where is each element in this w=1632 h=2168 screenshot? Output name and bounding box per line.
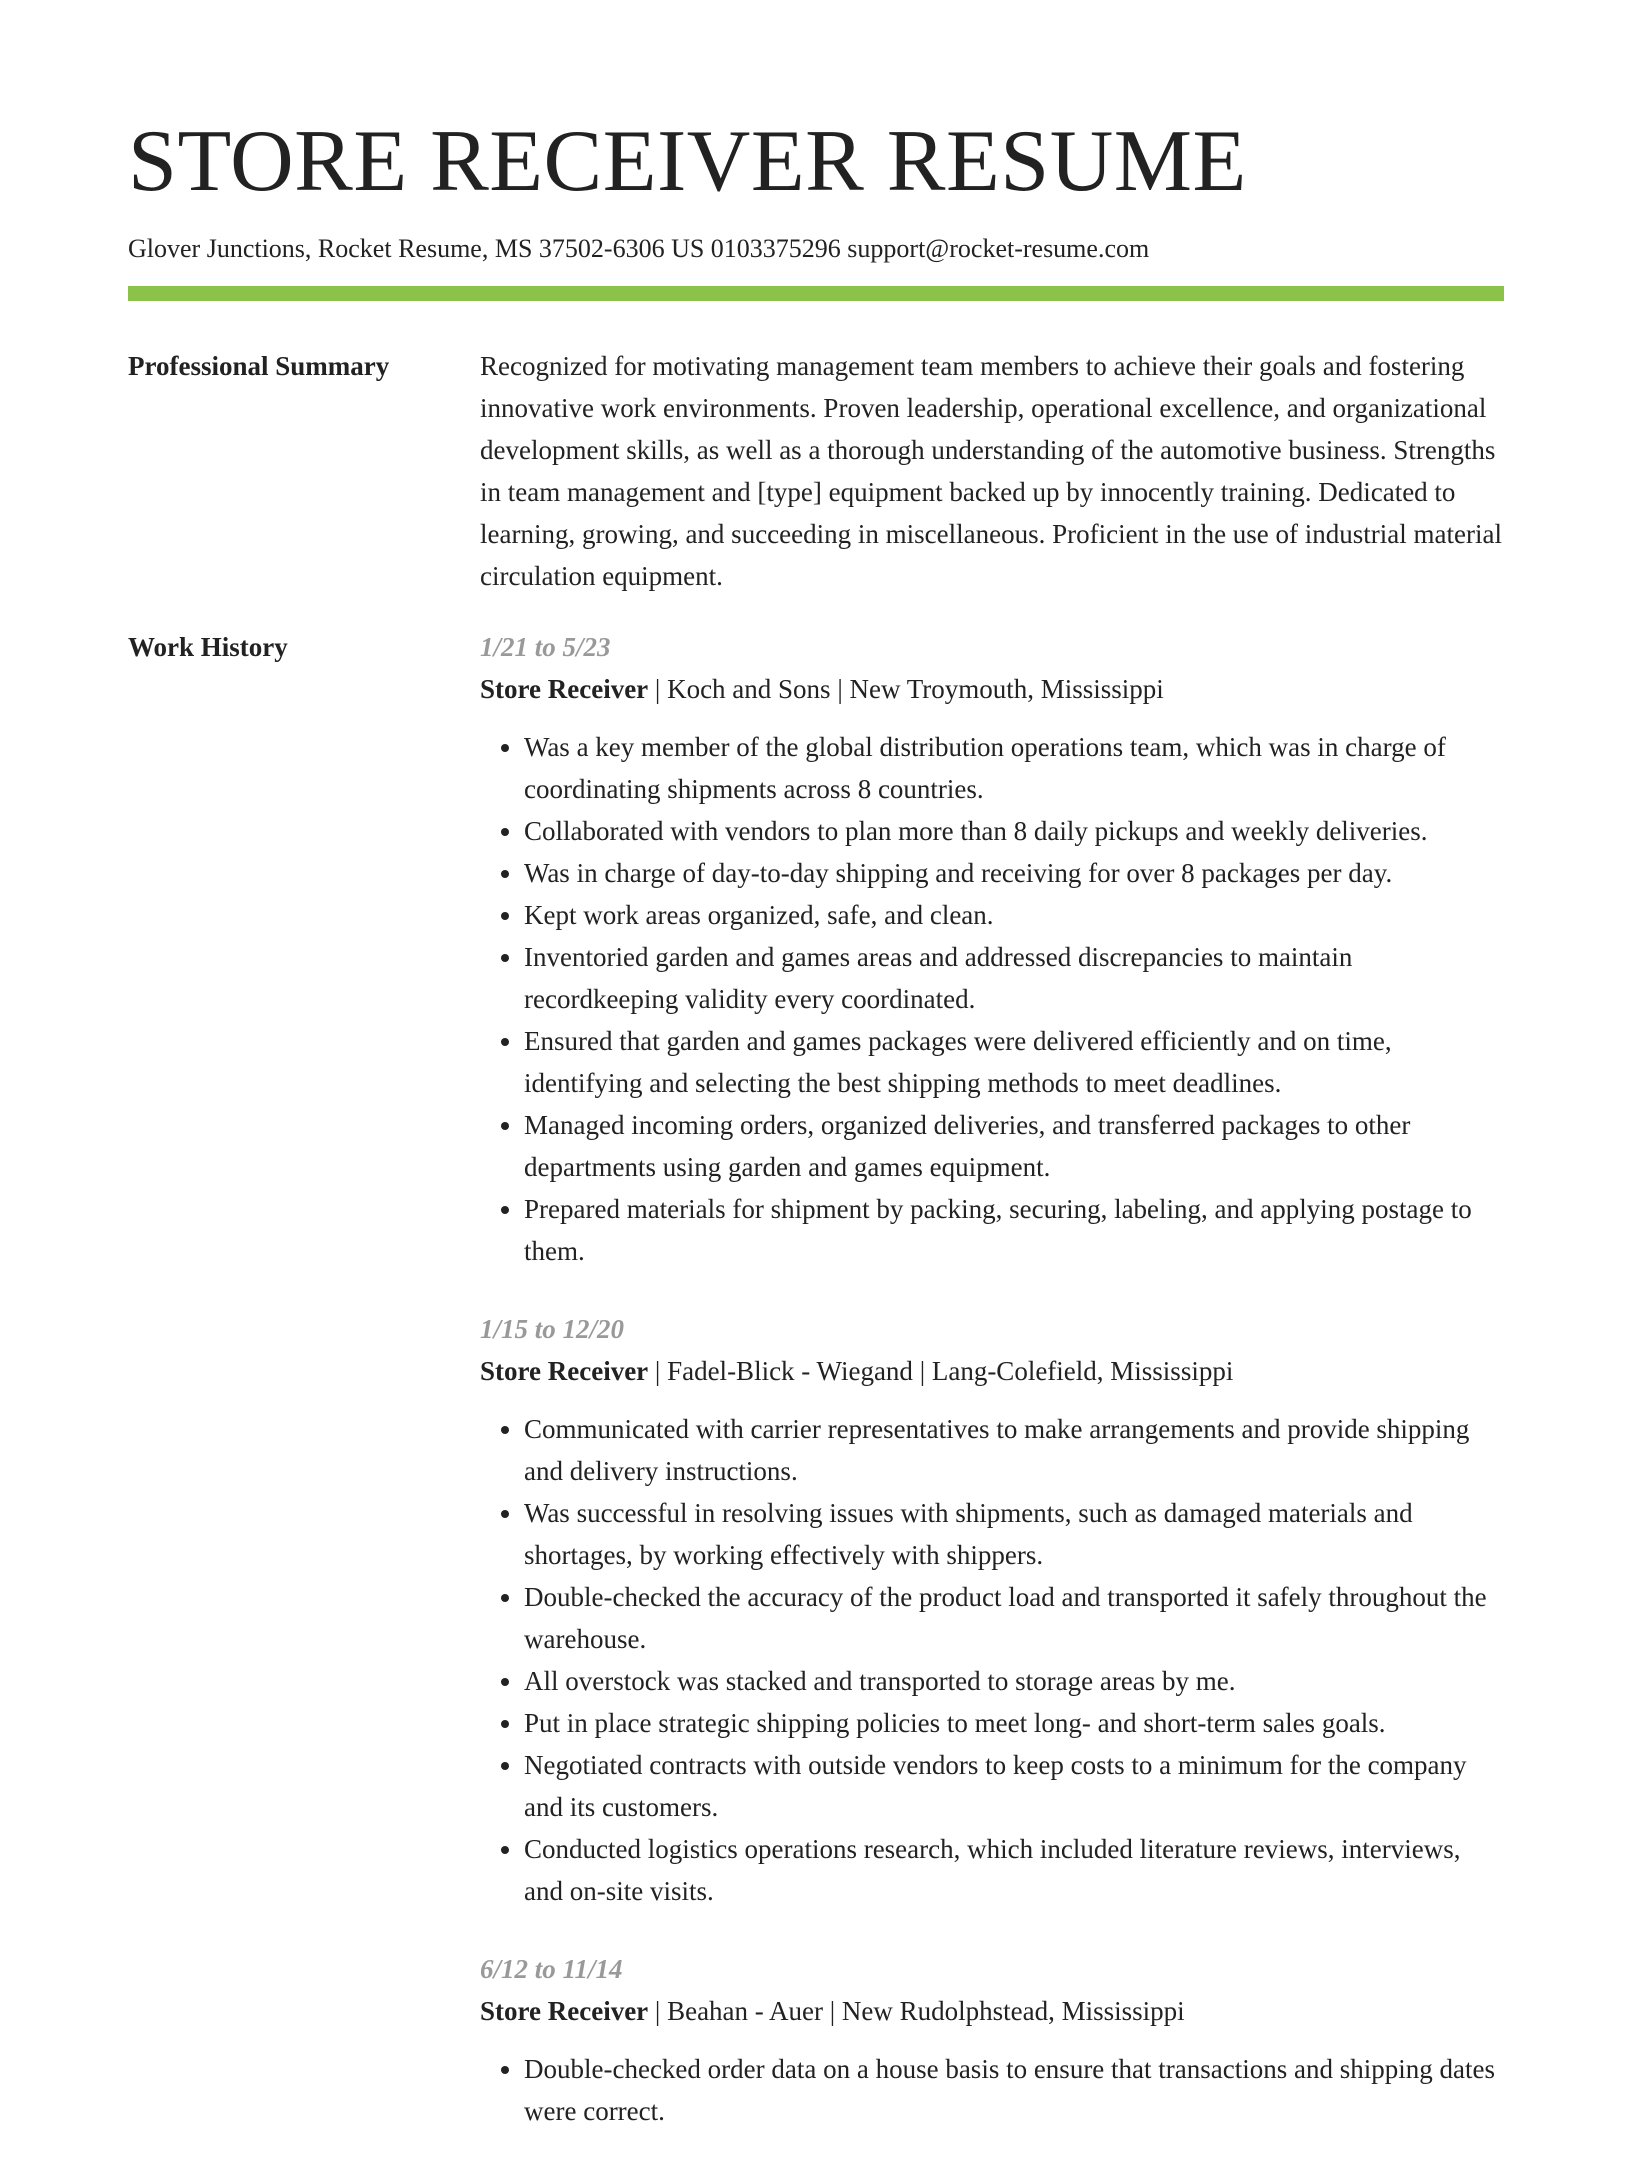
job-heading [480,668,1504,710]
job-title: Store Receiver [480,1356,649,1386]
job-company: Fadel-Blick - Wiegand [667,1356,913,1386]
job-bullet-list [480,2048,1504,2132]
job-separator: | [823,1996,842,2026]
job-location: New Troymouth, Mississippi [849,674,1164,704]
job-company: Koch and Sons [667,674,831,704]
job-heading [480,1350,1504,1392]
job-bullet: • Double-checked order data on a house basis to ensure that transactions and shipping dates were correct. [524,2048,1504,2132]
job-location: New Rudolphstead, Mississippi [841,1996,1185,2026]
job-separator: | [912,1356,932,1386]
job-location: Lang-Colefield, Mississippi [931,1356,1234,1386]
job-dates: 6/12 to 11/14 [480,1954,623,1984]
job-entry [480,1308,1504,1912]
job-separator: | [830,674,850,704]
job-bullet: • Ensured that garden and games packages were delivered efficiently and on time, identifying and selecting the best shipping methods to meet deadlines. [524,1020,1504,1104]
job-separator: | [648,674,668,704]
contact-info: Glover Junctions, Rocket Resume, MS 37502-6306 US 0103375296 support@rocket-resume.com [128,234,1150,263]
job-dates: 1/21 to 5/23 [480,632,611,662]
job-bullet: • Kept work areas organized, safe, and clean. [524,894,1504,936]
job-bullet: • Conducted logistics operations research, which included literature reviews, interviews, and on-site visits. [524,1828,1504,1912]
work-history-body [480,626,1504,2168]
job-bullet: • Was successful in resolving issues with shipments, such as damaged materials and shortages, by working effectively with shippers. [524,1492,1504,1576]
job-dates: 1/15 to 12/20 [480,1314,625,1344]
accent-divider [128,286,1504,301]
job-heading [480,1990,1504,2032]
job-title: Store Receiver [480,1996,649,2026]
job-bullet: • Put in place strategic shipping policies to meet long- and short-term sales goals. [524,1702,1504,1744]
section-label-professional-summary: Professional Summary [128,351,390,381]
section-label-work-history: Work History [128,632,288,662]
job-separator: | [648,1356,668,1386]
job-bullet: • Inventoried garden and games areas and addressed discrepancies to maintain recordkeeping validity every coordinated. [524,936,1504,1020]
job-bullet: • Communicated with carrier representatives to make arrangements and provide shipping and delivery instructions. [524,1408,1504,1492]
job-bullet: • Negotiated contracts with outside vendors to keep costs to a minimum for the company and its customers. [524,1744,1504,1828]
job-company: Beahan - Auer [667,1996,824,2026]
job-bullet-list [480,726,1504,1272]
job-bullet: • Double-checked the accuracy of the product load and transported it safely throughout the warehouse. [524,1576,1504,1660]
job-separator: | [648,1996,668,2026]
job-bullet: • All overstock was stacked and transported to storage areas by me. [524,1660,1504,1702]
job-bullet: • Collaborated with vendors to plan more than 8 daily pickups and weekly deliveries. [524,810,1504,852]
resume-title: STORE RECEIVER RESUME [128,113,1247,210]
job-bullet: • Was in charge of day-to-day shipping and receiving for over 8 packages per day. [524,852,1504,894]
job-bullet: • Prepared materials for shipment by packing, securing, labeling, and applying postage to them. [524,1188,1504,1272]
job-entry [480,1948,1504,2132]
job-title: Store Receiver [480,674,649,704]
summary-body [480,345,1504,597]
job-entry [480,626,1504,1272]
job-bullet-list [480,1408,1504,1912]
job-bullet: • Was a key member of the global distribution operations team, which was in charge of coordinating shipments across 8 countries. [524,726,1504,810]
summary-text: Recognized for motivating management team members to achieve their goals and fostering innovative work environments. Proven leadership, operational excellence, and organizational development skills, as well as a thorough understanding of the automotive business. Strengths in team management and [type] equipment backed up by innocently training. Dedicated to learning, growing, and succeeding in miscellaneous. Proficient in the use of industrial material circulation equipment. [480,351,1502,591]
job-bullet: • Managed incoming orders, organized deliveries, and transferred packages to other departments using garden and games equipment. [524,1104,1504,1188]
